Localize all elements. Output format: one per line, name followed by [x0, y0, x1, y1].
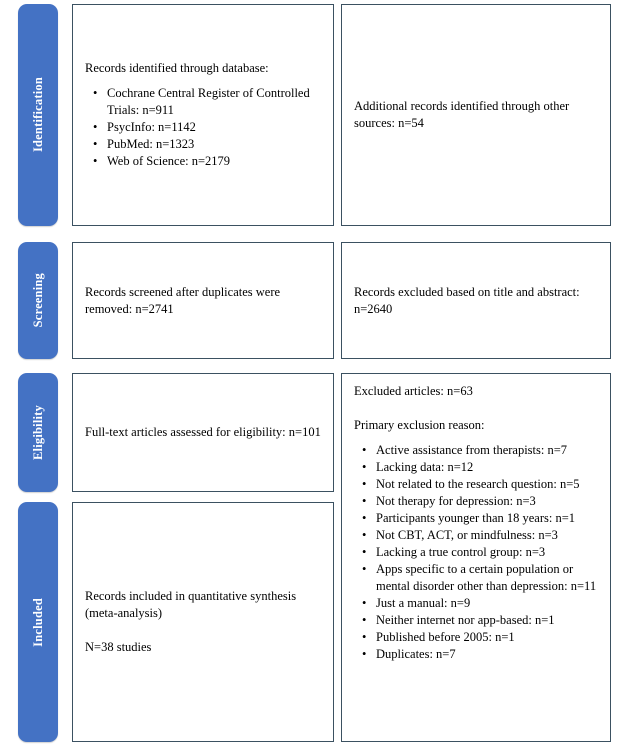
- box-additional-records-other-sources-content: [342, 98, 610, 132]
- list-item: • Lacking a true control group: n=3: [354, 544, 598, 561]
- box-records-identified-database: [72, 4, 334, 226]
- stage-label-eligibility: [18, 373, 58, 492]
- records-included-count: N=38 studies: [85, 640, 152, 654]
- box-records-included-synthesis-content: [73, 588, 308, 656]
- list-item: • Neither internet nor app-based: n=1: [354, 612, 598, 629]
- records-included-line2: (meta-analysis): [85, 606, 163, 620]
- records-excluded-text: Records excluded based on title and abstract: n=2640: [354, 284, 580, 316]
- list-item: • Not CBT, ACT, or mindfulness: n=3: [354, 527, 598, 544]
- box-additional-records-other-sources: [341, 4, 611, 226]
- list-item: • Active assistance from therapists: n=7: [354, 442, 598, 459]
- box-fulltext-assessed-content: [73, 424, 333, 441]
- stage-label-included: [18, 502, 58, 742]
- stage-label-included-text: Included: [30, 597, 45, 647]
- box-records-excluded-title-abstract: [341, 242, 611, 359]
- list-item: • Duplicates: n=7: [354, 646, 598, 663]
- exclusion-reason-list: [354, 442, 598, 663]
- spacer: [354, 400, 598, 417]
- box-excluded-articles: [341, 373, 611, 742]
- list-item: • Cochrane Central Register of Controlled Trials: n=911: [85, 85, 321, 119]
- stage-label-screening-text: Screening: [30, 273, 45, 328]
- list-item: • PubMed: n=1323: [85, 136, 321, 153]
- box-records-screened-content: [73, 284, 333, 318]
- list-item: • Just a manual: n=9: [354, 595, 598, 612]
- stage-label-screening: [18, 242, 58, 359]
- box-fulltext-assessed: [72, 373, 334, 492]
- database-source-list: [85, 85, 321, 170]
- list-item: • Participants younger than 18 years: n=1: [354, 510, 598, 527]
- box-excluded-articles-content: [342, 374, 610, 663]
- box-records-excluded-title-abstract-content: [342, 284, 610, 318]
- records-screened-text: Records screened after duplicates were removed: n=2741: [85, 284, 281, 316]
- records-included-line1: Records included in quantitative synthesis: [85, 589, 297, 603]
- additional-records-text: Additional records identified through other sources: n=54: [354, 99, 570, 130]
- excluded-articles-heading: Excluded articles: n=63: [354, 384, 473, 398]
- box-records-screened: [72, 242, 334, 359]
- primary-exclusion-reason-subheading: Primary exclusion reason:: [354, 418, 485, 432]
- spacer: [85, 622, 296, 639]
- stage-label-identification-text: Identification: [30, 77, 45, 153]
- box-records-included-synthesis: [72, 502, 334, 742]
- list-item: • Apps specific to a certain population or mental disorder other than depression: n=11: [354, 561, 598, 595]
- list-item: • Lacking data: n=12: [354, 459, 598, 476]
- fulltext-assessed-text: Full-text articles assessed for eligibility: n=101: [85, 425, 321, 439]
- list-item: • Published before 2005: n=1: [354, 629, 598, 646]
- list-item: • Not therapy for depression: n=3: [354, 493, 598, 510]
- stage-label-eligibility-text: Eligibility: [30, 405, 45, 460]
- box-records-identified-database-content: [73, 60, 333, 170]
- list-item: • PsycInfo: n=1142: [85, 119, 321, 136]
- list-item: • Not related to the research question: n=5: [354, 476, 598, 493]
- records-identified-heading: Records identified through database:: [85, 61, 269, 75]
- list-item: • Web of Science: n=2179: [85, 153, 321, 170]
- stage-label-identification: [18, 4, 58, 226]
